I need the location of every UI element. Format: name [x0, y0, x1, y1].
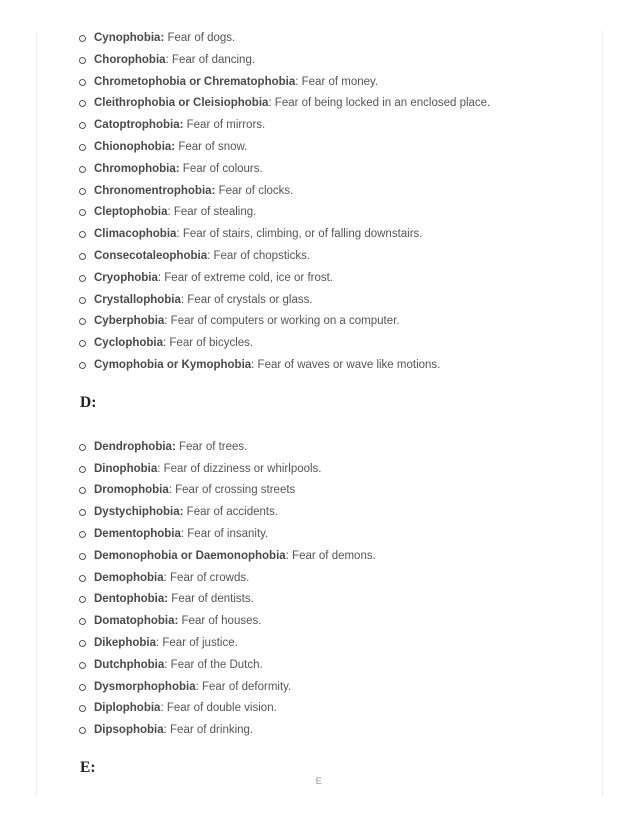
phobia-term: Diplophobia: [94, 702, 161, 715]
phobia-term: Demophobia: [94, 571, 164, 584]
phobia-term: Chromophobia:: [94, 162, 180, 175]
list-item: [78, 480, 598, 502]
phobia-definition: : Fear of crowds.: [163, 571, 250, 584]
list-item: [78, 28, 598, 50]
phobia-definition: Fear of accidents.: [183, 506, 279, 519]
circle-bullet-icon: [79, 618, 86, 625]
phobia-definition: : Fear of chopsticks.: [207, 249, 311, 262]
phobia-definition: : Fear of dancing.: [165, 53, 256, 66]
list-item: [78, 655, 598, 677]
list-item: [78, 137, 598, 159]
page-footer-label: E: [315, 776, 323, 787]
phobia-term: Dinophobia: [94, 462, 158, 475]
circle-bullet-icon: [79, 122, 86, 129]
phobia-definition: Fear of dogs.: [164, 32, 236, 44]
circle-bullet-icon: [79, 509, 86, 516]
circle-bullet-icon: [79, 188, 86, 195]
phobia-definition: Fear of dentists.: [168, 593, 254, 606]
phobia-term: Crystallophobia: [94, 293, 181, 306]
list-item: [78, 720, 598, 742]
phobia-term: Cymophobia or Kymophobia: [94, 358, 252, 371]
phobia-definition: : Fear of stairs, climbing, or of falling downstairs.: [176, 228, 423, 241]
phobia-definition: : Fear of the Dutch.: [164, 658, 263, 671]
phobia-definition: : Fear of justice.: [155, 636, 238, 649]
circle-bullet-icon: [79, 209, 86, 216]
list-item: [78, 589, 598, 611]
phobia-definition: : Fear of crossing streets: [168, 484, 296, 497]
circle-bullet-icon: [79, 466, 86, 473]
circle-bullet-icon: [79, 297, 86, 304]
circle-bullet-icon: [79, 640, 86, 647]
circle-bullet-icon: [79, 705, 86, 712]
circle-bullet-icon: [79, 553, 86, 560]
circle-bullet-icon: [79, 253, 86, 260]
phobia-definition: : Fear of bicycles.: [163, 337, 254, 350]
circle-bullet-icon: [79, 318, 86, 325]
phobia-term: Consecotaleophobia: [94, 249, 208, 262]
phobia-term: Climacophobia: [94, 228, 177, 241]
phobia-definition: : Fear of money.: [295, 75, 379, 88]
phobia-term: Dromophobia: [94, 484, 169, 497]
circle-bullet-icon: [79, 684, 86, 691]
circle-bullet-icon: [79, 35, 86, 42]
phobia-term: Domatophobia:: [94, 615, 179, 628]
list-item: [78, 546, 598, 568]
list-item: [78, 355, 598, 377]
phobia-definition: : Fear of extreme cold, ice or frost.: [157, 271, 334, 284]
page-right-border: [602, 30, 603, 796]
phobia-list-d: [78, 437, 598, 742]
list-item: [78, 115, 598, 137]
phobia-definition: : Fear of crystals or glass.: [180, 293, 313, 306]
phobia-definition: : Fear of stealing.: [167, 206, 257, 219]
circle-bullet-icon: [79, 487, 86, 494]
circle-bullet-icon: [79, 100, 86, 107]
phobia-term: Dikephobia: [94, 636, 156, 649]
phobia-term: Dystychiphobia:: [94, 506, 184, 519]
phobia-definition: : Fear of deformity.: [195, 680, 292, 693]
page-content: [78, 28, 598, 776]
list-item: [78, 677, 598, 699]
circle-bullet-icon: [79, 166, 86, 173]
circle-bullet-icon: [79, 531, 86, 538]
phobia-definition: Fear of snow.: [175, 140, 248, 153]
list-item: [78, 568, 598, 590]
circle-bullet-icon: [79, 727, 86, 734]
phobia-definition: : Fear of double vision.: [160, 702, 277, 715]
list-item: [78, 698, 598, 720]
circle-bullet-icon: [79, 575, 86, 582]
phobia-definition: : Fear of demons.: [285, 549, 376, 562]
circle-bullet-icon: [79, 340, 86, 347]
circle-bullet-icon: [79, 662, 86, 669]
list-item: [78, 224, 598, 246]
circle-bullet-icon: [79, 444, 86, 451]
circle-bullet-icon: [79, 144, 86, 151]
phobia-term: Chronomentrophobia:: [94, 184, 216, 197]
list-item: [78, 459, 598, 481]
phobia-definition: : Fear of waves or wave like motions.: [251, 358, 441, 371]
phobia-definition: : Fear of being locked in an enclosed place.: [268, 97, 491, 110]
phobia-term: Dysmorphophobia: [94, 680, 196, 693]
circle-bullet-icon: [79, 79, 86, 86]
list-item: [78, 502, 598, 524]
phobia-term: Dentophobia:: [94, 593, 169, 606]
phobia-definition: Fear of houses.: [178, 615, 262, 628]
phobia-term: Dendrophobia:: [94, 440, 176, 453]
list-item: [78, 268, 598, 290]
list-item: [78, 290, 598, 312]
list-item: [78, 93, 598, 115]
circle-bullet-icon: [79, 57, 86, 64]
list-item: [78, 246, 598, 268]
phobia-definition: Fear of clocks.: [215, 184, 294, 197]
list-item: [78, 437, 598, 459]
phobia-term: Chrometophobia or Chrematophobia: [94, 75, 296, 88]
list-item: [78, 181, 598, 203]
circle-bullet-icon: [79, 596, 86, 603]
circle-bullet-icon: [79, 362, 86, 369]
section-heading-d: D:: [80, 393, 97, 411]
list-item: [78, 333, 598, 355]
phobia-term: Chorophobia: [94, 53, 166, 66]
list-item: [78, 633, 598, 655]
phobia-term: Demonophobia or Daemonophobia: [94, 549, 286, 562]
phobia-term: Catoptrophobia:: [94, 119, 184, 132]
list-item: [78, 159, 598, 181]
phobia-definition: : Fear of dizziness or whirlpools.: [157, 462, 322, 475]
list-item: [78, 524, 598, 546]
phobia-definition: : Fear of insanity.: [180, 527, 269, 540]
list-item: [78, 311, 598, 333]
phobia-term: Cyberphobia: [94, 315, 165, 328]
phobia-term: Dutchphobia: [94, 658, 165, 671]
phobia-term: Cyclophobia: [94, 337, 164, 350]
phobia-definition: Fear of colours.: [179, 162, 263, 175]
phobia-definition: Fear of trees.: [175, 440, 248, 453]
phobia-term: Dipsophobia: [94, 724, 164, 737]
list-item: [78, 72, 598, 94]
phobia-term: Chionophobia:: [94, 140, 176, 153]
phobia-list-c: [78, 28, 598, 377]
circle-bullet-icon: [79, 231, 86, 238]
list-item: [78, 611, 598, 633]
phobia-term: Cynophobia:: [94, 32, 165, 44]
list-item: [78, 50, 598, 72]
phobia-term: Dementophobia: [94, 527, 181, 540]
phobia-term: Cleithrophobia or Cleisiophobia: [94, 97, 269, 110]
phobia-definition: : Fear of computers or working on a computer.: [164, 315, 400, 328]
phobia-term: Cryophobia: [94, 271, 158, 284]
circle-bullet-icon: [79, 275, 86, 282]
list-item: [78, 202, 598, 224]
phobia-definition: Fear of mirrors.: [183, 119, 266, 132]
section-heading-e: E:: [80, 758, 96, 776]
phobia-term: Cleptophobia: [94, 206, 168, 219]
phobia-definition: : Fear of drinking.: [163, 724, 254, 737]
page-left-border: [36, 30, 37, 796]
